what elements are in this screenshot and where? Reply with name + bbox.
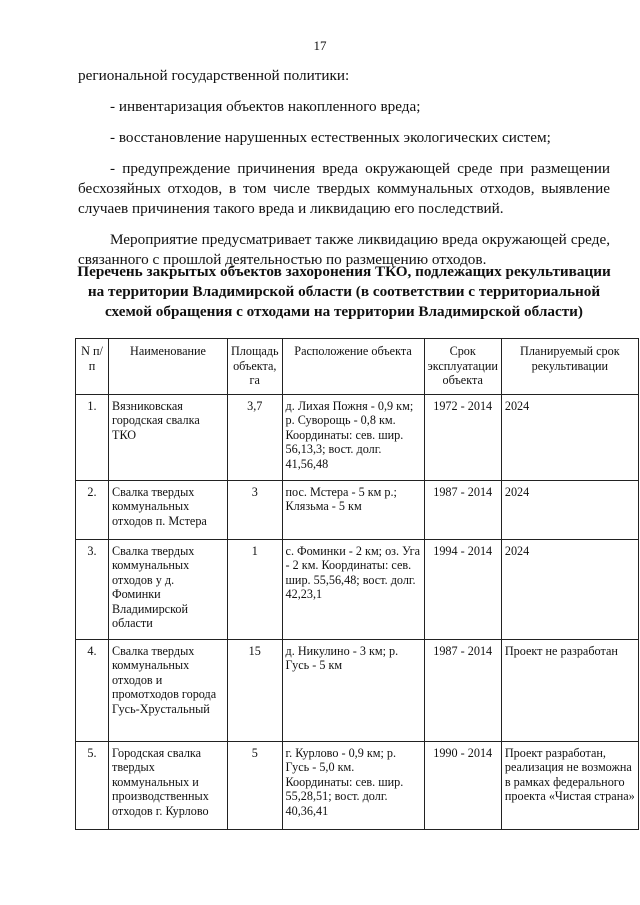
- table-header-row: [76, 339, 639, 395]
- cell-location: г. Курлово - 0,9 км; р. Гусь - 5,0 км. Координаты: сев. шир. 55,28,51; вост. долг. 40,36,41: [282, 741, 424, 829]
- cell-area: 3: [228, 480, 283, 539]
- cell-location: д. Лихая Пожня - 0,9 км; р. Суворощь - 0,8 км. Координаты: сев. шир. 56,13,3; вост. долг. 41,56,48: [282, 394, 424, 480]
- cell-num: 3.: [76, 539, 109, 639]
- cell-location: пос. Мстера - 5 км р.; Клязьма - 5 км: [282, 480, 424, 539]
- cell-plan: 2024: [501, 539, 638, 639]
- paragraph-4: - предупреждение причинения вреда окружающей среде при размещении бесхозяйных отходов, в том числе твердых коммунальных отходов, выявление случаев причинения такого вреда и ликвидацию его последствий.: [78, 160, 610, 217]
- table-row: [76, 394, 639, 480]
- cell-location: д. Никулино - 3 км; р. Гусь - 5 км: [282, 639, 424, 741]
- header-operation: Срок эксплуатации объекта: [424, 339, 501, 395]
- table-row: [76, 741, 639, 829]
- cell-operation: 1987 - 2014: [424, 639, 501, 741]
- cell-location: с. Фоминки - 2 км; оз. Уга - 2 км. Координаты: сев. шир. 55,56,48; вост. долг. 42,23,1: [282, 539, 424, 639]
- landfill-table: [75, 338, 639, 830]
- cell-area: 3,7: [228, 394, 283, 480]
- cell-operation: 1994 - 2014: [424, 539, 501, 639]
- cell-name: Городская свалка твердых коммунальных и производственных отходов г. Курлово: [109, 741, 228, 829]
- paragraph-5: Мероприятие предусматривает также ликвидацию вреда окружающей среде, связанного с прошлой деятельностью по размещению отходов.: [78, 231, 610, 268]
- cell-num: 2.: [76, 480, 109, 539]
- paragraph-1: региональной государственной политики:: [78, 67, 350, 84]
- header-location: Расположение объекта: [282, 339, 424, 395]
- table-row: [76, 480, 639, 539]
- cell-area: 1: [228, 539, 283, 639]
- cell-operation: 1990 - 2014: [424, 741, 501, 829]
- page-number: 17: [313, 38, 327, 53]
- cell-area: 5: [228, 741, 283, 829]
- table-heading: Перечень закрытых объектов захоронения ТКО, подлежащих рекультивации на территории Владимирской области (в соответствии с территориальной схемой обращения с отходами на территории Владимирской области): [77, 263, 611, 320]
- cell-plan: Проект не разработан: [501, 639, 638, 741]
- cell-num: 1.: [76, 394, 109, 480]
- paragraph-2: - инвентаризация объектов накопленного вреда;: [110, 98, 421, 115]
- cell-plan: Проект разработан, реализация не возможна в рамках федерального проекта «Чистая страна»: [501, 741, 638, 829]
- cell-name: Свалка твердых коммунальных отходов у д. Фоминки Владимирской области: [109, 539, 228, 639]
- header-num: N п/п: [76, 339, 109, 395]
- cell-plan: 2024: [501, 394, 638, 480]
- cell-name: Свалка твердых коммунальных отходов п. Мстера: [109, 480, 228, 539]
- body-text: [78, 66, 610, 270]
- cell-num: 4.: [76, 639, 109, 741]
- cell-num: 5.: [76, 741, 109, 829]
- cell-operation: 1987 - 2014: [424, 480, 501, 539]
- header-plan: Планируемый срок рекультивации: [501, 339, 638, 395]
- cell-name: Свалка твердых коммунальных отходов и промотходов города Гусь-Хрустальный: [109, 639, 228, 741]
- cell-operation: 1972 - 2014: [424, 394, 501, 480]
- cell-area: 15: [228, 639, 283, 741]
- header-area: Площадь объекта, га: [228, 339, 283, 395]
- paragraph-3: - восстановление нарушенных естественных экологических систем;: [110, 129, 551, 146]
- table-row: [76, 639, 639, 741]
- table-row: [76, 539, 639, 639]
- cell-name: Вязниковская городская свалка ТКО: [109, 394, 228, 480]
- header-name: Наименование: [109, 339, 228, 395]
- cell-plan: 2024: [501, 480, 638, 539]
